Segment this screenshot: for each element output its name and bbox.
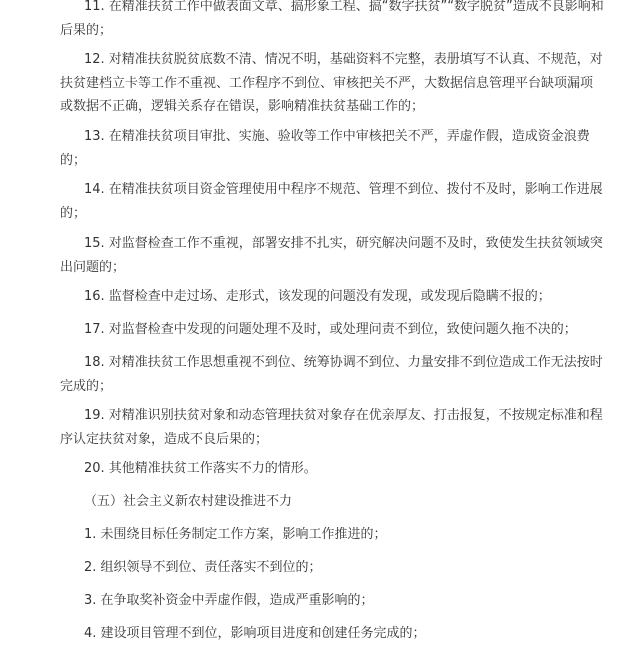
paragraph-item-12: 12. 对精准扶贫脱贫底数不清、情况不明，基础资料不完整，表册填写不认真、不规范，对扶贫建档立卡等工作不重视、工作程序不到位、审核把关不严，大数据信息管理平台缺项漏项或数据不正确，逻辑关系存在错误，影响精准扶贫基础工作的； — [60, 52, 603, 114]
sub-item-1: 1. 未围绕目标任务制定工作方案，影响工作推进的； — [84, 527, 387, 542]
paragraph-item-20: 20. 其他精准扶贫工作落实不力的情形。 — [84, 461, 317, 476]
paragraph-item-17: 17. 对监督检查中发现的问题处理不及时，或处理问责不到位，致使问题久拖不决的； — [84, 322, 577, 337]
sub-item-3: 3. 在争取奖补资金中弄虚作假，造成严重影响的； — [84, 593, 374, 608]
paragraph-item-11: 11. 在精准扶贫工作中做表面文章、搞形象工程、搞“数字扶贫”“数字脱贫”造成不良影响和后果的； — [60, 0, 604, 38]
section-heading-5: （五）社会主义新农村建设推进不力 — [84, 494, 293, 509]
paragraph-item-13: 13. 在精准扶贫项目审批、实施、验收等工作中审核把关不严，弄虚作假，造成资金浪费的； — [60, 129, 590, 168]
sub-item-2: 2. 组织领导不到位、责任落实不到位的； — [84, 560, 322, 575]
paragraph-item-16: 16. 监督检查中走过场、走形式，该发现的问题没有发现，或发现后隐瞒不报的； — [84, 289, 551, 304]
paragraph-item-18: 18. 对精准扶贫工作思想重视不到位、统筹协调不到位、力量安排不到位造成工作无法按时完成的； — [60, 355, 603, 394]
paragraph-item-15: 15. 对监督检查工作不重视，部署安排不扎实，研究解决问题不及时，致使发生扶贫领域突出问题的； — [60, 236, 603, 275]
paragraph-item-14: 14. 在精准扶贫项目资金管理使用中程序不规范、管理不到位、拨付不及时，影响工作进展的； — [60, 182, 603, 221]
paragraph-item-19: 19. 对精准识别扶贫对象和动态管理扶贫对象存在优亲厚友、打击报复，不按规定标准和程序认定扶贫对象，造成不良后果的； — [60, 408, 603, 447]
sub-item-4: 4. 建设项目管理不到位，影响项目进度和创建任务完成的； — [84, 626, 426, 641]
